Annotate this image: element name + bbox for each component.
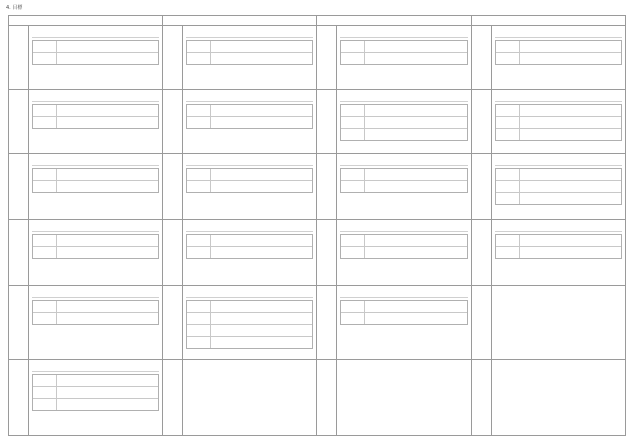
criteria-label	[341, 301, 365, 312]
criteria-text	[57, 105, 158, 116]
criteria-row	[496, 105, 622, 117]
section-body	[183, 360, 317, 435]
criteria-row	[187, 337, 313, 348]
section-label	[317, 26, 337, 89]
section-label	[9, 90, 29, 153]
criteria-label	[496, 235, 520, 246]
section-body	[29, 360, 162, 435]
criteria-label	[33, 247, 57, 258]
section-body	[337, 154, 471, 219]
goal-section	[317, 220, 471, 286]
section-body	[492, 220, 626, 285]
goal-section	[9, 220, 162, 286]
page-label: 4. 目標	[6, 5, 23, 11]
criteria-text	[211, 247, 313, 258]
section-body	[337, 360, 471, 435]
criteria-label	[187, 41, 211, 52]
criteria-text	[57, 313, 158, 324]
criteria-text	[365, 235, 467, 246]
column-header	[472, 15, 626, 26]
criteria-text	[365, 129, 467, 140]
section-label	[472, 360, 492, 435]
section-label	[317, 220, 337, 285]
section-description	[495, 222, 623, 232]
goal-section	[472, 286, 626, 360]
criteria-text	[520, 247, 622, 258]
criteria-row	[187, 313, 313, 325]
section-description	[340, 222, 468, 232]
goal-section	[472, 26, 626, 90]
criteria-text	[57, 41, 158, 52]
criteria-table	[495, 104, 623, 141]
section-description	[32, 92, 159, 102]
criteria-text	[211, 301, 313, 312]
section-body	[492, 154, 626, 219]
criteria-table	[32, 168, 159, 193]
criteria-row	[341, 247, 467, 258]
criteria-table	[495, 234, 623, 259]
section-description	[32, 156, 159, 166]
criteria-table	[186, 104, 314, 129]
section-description	[340, 28, 468, 38]
criteria-row	[33, 105, 158, 117]
criteria-text	[57, 387, 158, 398]
criteria-row	[187, 117, 313, 128]
criteria-text	[365, 169, 467, 180]
section-label	[317, 360, 337, 435]
criteria-table	[186, 300, 314, 349]
goal-section	[472, 360, 626, 436]
goal-section	[472, 220, 626, 286]
section-body	[183, 26, 317, 89]
section-description	[32, 362, 159, 372]
criteria-row	[496, 169, 622, 181]
section-body	[492, 360, 626, 435]
criteria-label	[33, 235, 57, 246]
criteria-table	[32, 374, 159, 411]
goals-grid	[8, 15, 626, 435]
section-description	[340, 288, 468, 298]
criteria-row	[496, 247, 622, 258]
section-description	[32, 288, 159, 298]
section-description	[32, 28, 159, 38]
criteria-text	[211, 181, 313, 192]
criteria-text	[57, 247, 158, 258]
criteria-row	[496, 41, 622, 53]
criteria-label	[33, 313, 57, 324]
grade-column	[317, 15, 472, 436]
criteria-text	[520, 117, 622, 128]
criteria-label	[341, 105, 365, 116]
section-description	[186, 92, 314, 102]
criteria-label	[33, 399, 57, 410]
criteria-row	[33, 53, 158, 64]
section-body	[492, 286, 626, 359]
criteria-text	[365, 53, 467, 64]
grade-column	[472, 15, 627, 436]
section-body	[337, 90, 471, 153]
criteria-label	[341, 247, 365, 258]
criteria-row	[33, 235, 158, 247]
criteria-row	[187, 181, 313, 192]
criteria-label	[33, 387, 57, 398]
criteria-text	[57, 117, 158, 128]
criteria-row	[341, 313, 467, 324]
criteria-text	[57, 375, 158, 386]
empty-cell	[495, 288, 623, 357]
criteria-row	[33, 247, 158, 258]
criteria-row	[187, 41, 313, 53]
column-header	[163, 15, 317, 26]
criteria-row	[33, 169, 158, 181]
goal-section	[9, 360, 162, 436]
criteria-label	[187, 169, 211, 180]
criteria-text	[57, 169, 158, 180]
criteria-text	[57, 53, 158, 64]
criteria-label	[496, 53, 520, 64]
criteria-row	[187, 105, 313, 117]
criteria-label	[496, 193, 520, 204]
criteria-row	[33, 117, 158, 128]
criteria-label	[496, 117, 520, 128]
criteria-label	[187, 325, 211, 336]
criteria-text	[211, 105, 313, 116]
criteria-row	[187, 235, 313, 247]
criteria-row	[33, 301, 158, 313]
criteria-label	[187, 53, 211, 64]
goal-section	[9, 154, 162, 220]
criteria-label	[187, 181, 211, 192]
empty-cell	[495, 362, 623, 433]
section-body	[29, 220, 162, 285]
goal-section	[163, 154, 317, 220]
section-body	[29, 90, 162, 153]
criteria-label	[341, 41, 365, 52]
criteria-text	[520, 193, 622, 204]
section-description	[340, 156, 468, 166]
section-description	[186, 28, 314, 38]
grade-column	[163, 15, 318, 436]
section-label	[163, 220, 183, 285]
criteria-label	[187, 105, 211, 116]
criteria-table	[495, 168, 623, 205]
section-body	[29, 286, 162, 359]
criteria-text	[365, 105, 467, 116]
criteria-row	[341, 53, 467, 64]
section-body	[29, 26, 162, 89]
criteria-label	[33, 117, 57, 128]
criteria-label	[341, 117, 365, 128]
criteria-label	[33, 301, 57, 312]
section-body	[337, 286, 471, 359]
criteria-table	[340, 168, 468, 193]
criteria-text	[365, 41, 467, 52]
criteria-text	[211, 53, 313, 64]
criteria-row	[341, 301, 467, 313]
section-label	[163, 360, 183, 435]
section-label	[472, 26, 492, 89]
criteria-table	[340, 234, 468, 259]
criteria-label	[187, 247, 211, 258]
criteria-table	[495, 40, 623, 65]
criteria-text	[211, 313, 313, 324]
criteria-text	[520, 53, 622, 64]
criteria-label	[341, 53, 365, 64]
column-header	[9, 15, 162, 26]
criteria-row	[187, 169, 313, 181]
section-body	[492, 26, 626, 89]
criteria-row	[496, 181, 622, 193]
criteria-label	[33, 375, 57, 386]
criteria-text	[211, 337, 313, 348]
section-label	[317, 90, 337, 153]
criteria-table	[340, 300, 468, 325]
section-label	[9, 286, 29, 359]
criteria-text	[211, 169, 313, 180]
criteria-text	[365, 247, 467, 258]
criteria-row	[496, 193, 622, 204]
criteria-row	[33, 41, 158, 53]
goal-section	[472, 90, 626, 154]
criteria-table	[340, 40, 468, 65]
criteria-label	[496, 105, 520, 116]
criteria-table	[32, 104, 159, 129]
criteria-label	[341, 235, 365, 246]
criteria-row	[496, 53, 622, 64]
criteria-text	[211, 41, 313, 52]
criteria-row	[187, 325, 313, 337]
goal-section	[472, 154, 626, 220]
section-description	[186, 222, 314, 232]
section-description	[186, 288, 314, 298]
criteria-label	[341, 181, 365, 192]
criteria-row	[187, 301, 313, 313]
section-label	[472, 154, 492, 219]
criteria-text	[520, 41, 622, 52]
goal-section	[163, 220, 317, 286]
goal-section	[9, 90, 162, 154]
criteria-table	[32, 234, 159, 259]
criteria-label	[33, 169, 57, 180]
criteria-row	[187, 247, 313, 258]
section-label	[163, 90, 183, 153]
criteria-label	[187, 337, 211, 348]
criteria-table	[340, 104, 468, 141]
criteria-label	[496, 169, 520, 180]
criteria-label	[341, 129, 365, 140]
section-label	[9, 26, 29, 89]
goal-section	[9, 26, 162, 90]
criteria-text	[520, 105, 622, 116]
section-body	[29, 154, 162, 219]
goal-section	[317, 26, 471, 90]
section-description	[495, 28, 623, 38]
criteria-text	[365, 181, 467, 192]
criteria-row	[33, 313, 158, 324]
criteria-table	[186, 234, 314, 259]
criteria-row	[496, 129, 622, 140]
criteria-table	[186, 40, 314, 65]
section-label	[9, 360, 29, 435]
section-description	[495, 156, 623, 166]
section-description	[186, 156, 314, 166]
criteria-label	[496, 247, 520, 258]
empty-cell	[186, 362, 314, 433]
section-body	[183, 154, 317, 219]
section-label	[163, 154, 183, 219]
section-label	[163, 26, 183, 89]
criteria-label	[496, 41, 520, 52]
section-body	[183, 220, 317, 285]
criteria-table	[32, 300, 159, 325]
criteria-label	[187, 313, 211, 324]
section-body	[337, 26, 471, 89]
section-label	[472, 220, 492, 285]
criteria-text	[365, 117, 467, 128]
criteria-table	[32, 40, 159, 65]
goal-section	[163, 360, 317, 436]
section-label	[472, 90, 492, 153]
criteria-label	[187, 117, 211, 128]
criteria-text	[365, 313, 467, 324]
criteria-text	[520, 169, 622, 180]
criteria-table	[186, 168, 314, 193]
section-body	[183, 90, 317, 153]
criteria-text	[57, 301, 158, 312]
criteria-row	[341, 169, 467, 181]
criteria-text	[57, 235, 158, 246]
goal-section	[9, 286, 162, 360]
criteria-row	[341, 181, 467, 192]
criteria-row	[341, 117, 467, 129]
empty-cell	[340, 362, 468, 433]
criteria-text	[211, 325, 313, 336]
criteria-label	[496, 181, 520, 192]
criteria-row	[496, 117, 622, 129]
criteria-label	[33, 181, 57, 192]
goal-section	[317, 90, 471, 154]
section-description	[495, 92, 623, 102]
criteria-text	[520, 235, 622, 246]
section-body	[183, 286, 317, 359]
goal-section	[163, 286, 317, 360]
section-label	[163, 286, 183, 359]
criteria-row	[341, 41, 467, 53]
section-label	[9, 220, 29, 285]
grade-column	[8, 15, 163, 436]
goal-section	[317, 360, 471, 436]
section-body	[492, 90, 626, 153]
criteria-label	[33, 41, 57, 52]
goal-section	[317, 286, 471, 360]
criteria-row	[341, 235, 467, 247]
criteria-label	[187, 235, 211, 246]
section-body	[337, 220, 471, 285]
criteria-label	[187, 301, 211, 312]
criteria-row	[33, 375, 158, 387]
criteria-text	[520, 129, 622, 140]
criteria-text	[57, 181, 158, 192]
section-description	[340, 92, 468, 102]
criteria-row	[33, 399, 158, 410]
criteria-row	[187, 53, 313, 64]
criteria-text	[211, 235, 313, 246]
goal-section	[163, 90, 317, 154]
criteria-text	[520, 181, 622, 192]
criteria-label	[33, 53, 57, 64]
criteria-row	[33, 387, 158, 399]
criteria-label	[496, 129, 520, 140]
section-label	[9, 154, 29, 219]
criteria-row	[341, 105, 467, 117]
section-label	[317, 286, 337, 359]
goal-section	[163, 26, 317, 90]
criteria-row	[33, 181, 158, 192]
criteria-text	[365, 301, 467, 312]
criteria-row	[341, 129, 467, 140]
section-description	[32, 222, 159, 232]
criteria-row	[496, 235, 622, 247]
criteria-label	[341, 313, 365, 324]
column-header	[317, 15, 471, 26]
criteria-text	[211, 117, 313, 128]
criteria-label	[33, 105, 57, 116]
criteria-label	[341, 169, 365, 180]
goal-section	[317, 154, 471, 220]
section-label	[317, 154, 337, 219]
section-label	[472, 286, 492, 359]
criteria-text	[57, 399, 158, 410]
